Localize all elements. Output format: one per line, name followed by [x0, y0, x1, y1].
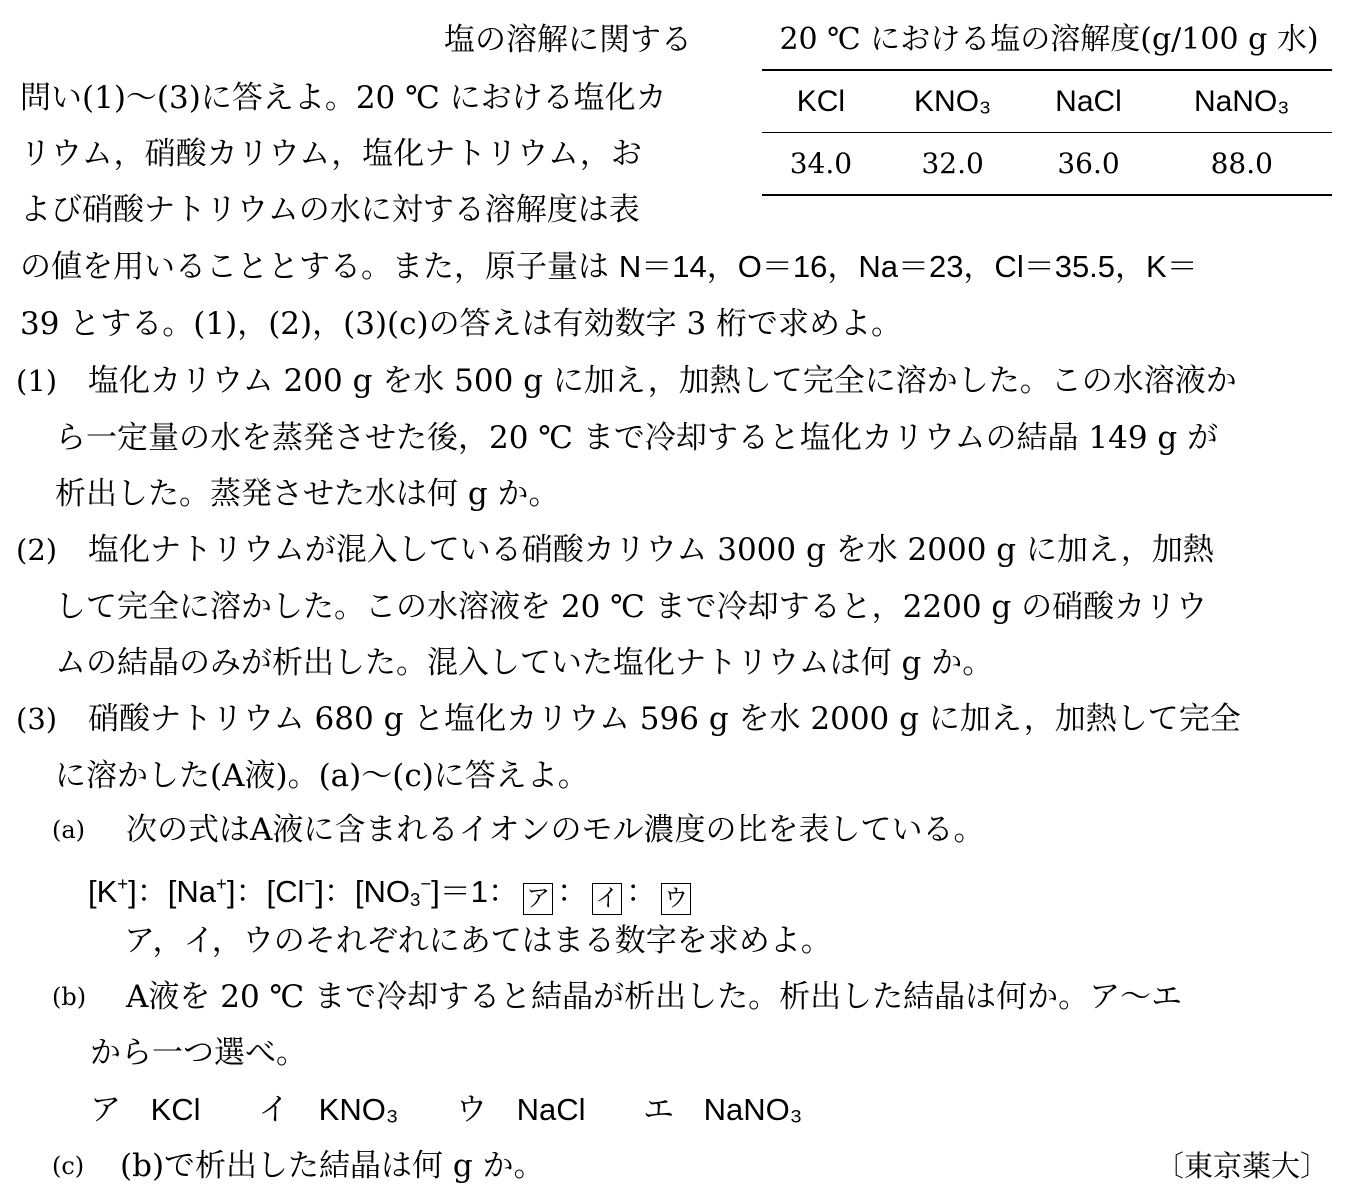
- eq-subscript: 3: [409, 889, 421, 910]
- table-caption: 20 ℃ における塩の溶解度(g/100 g 水): [779, 22, 1319, 57]
- q2-line-2: して完全に溶かした。この水溶液を 20 ℃ まで冷却すると，2200 g の硝酸カリウ: [55, 589, 1208, 625]
- table-cell: 36.0: [1057, 147, 1120, 180]
- source-citation: 〔東京薬大〕: [1154, 1149, 1329, 1183]
- eq-part: ]：[Cl: [226, 874, 305, 909]
- eq-part: ]：[NO: [315, 874, 410, 909]
- eq-part: ]：[Na: [128, 874, 217, 909]
- table-header: NaCl: [1055, 84, 1122, 118]
- table-row: [762, 133, 1332, 196]
- q3b-line-1: A液を 20 ℃ まで冷却すると結晶が析出した。析出した結晶は何か。ア～エ: [126, 979, 1183, 1015]
- choice-key: イ: [258, 1092, 290, 1128]
- eq-part: [K: [88, 874, 118, 909]
- intro-line-1: 塩の溶解に関する: [444, 22, 692, 58]
- choice-i: [238, 1092, 398, 1128]
- choice-key: ア: [90, 1092, 121, 1128]
- table-header: NaNO₃: [1193, 84, 1290, 118]
- q3a-followup: ア，イ，ウのそれぞれにあてはまる数字を求めよ。: [124, 923, 832, 959]
- intro-line-3: リウム，硝酸カリウム，塩化ナトリウム，お: [20, 136, 642, 172]
- choice-e: [623, 1092, 802, 1128]
- intro-line-6: 39 とする。(1)，(2)，(3)(c)の答えは有効数字 3 桁で求めよ。: [20, 306, 903, 342]
- q1-line-3: 析出した。蒸発させた水は何 g か。: [55, 476, 560, 512]
- atomic-masses: N＝14，O＝16，Na＝23，Cl＝35.5，K＝: [618, 249, 1198, 284]
- eq-superscript: +: [117, 873, 129, 894]
- choice-key: ウ: [456, 1092, 488, 1128]
- choice-formula: KNO₃: [318, 1092, 399, 1127]
- q3-line-2: に溶かした(A液)。(a)～(c)に答えよ。: [55, 758, 589, 794]
- table-cell: 34.0: [789, 147, 853, 180]
- intro-line-4: よび硝酸ナトリウムの水に対する溶解度は表: [20, 192, 640, 228]
- choice-formula: KCl: [150, 1092, 201, 1127]
- q3c-label: (c): [52, 1152, 85, 1180]
- choice-formula: NaNO₃: [703, 1092, 803, 1127]
- answer-box-i: イ: [592, 883, 622, 915]
- answer-box-a: ア: [523, 883, 553, 915]
- q3-line-1: 硝酸ナトリウム 680 g と塩化カリウム 596 g を水 2000 g に加え，加熱して完全: [88, 701, 1241, 737]
- q3a-text: 次の式はA液に含まれるイオンのモル濃度の比を表している。: [126, 812, 985, 848]
- eq-separator: ：: [557, 874, 589, 909]
- intro-line-2: 問い(1)～(3)に答えよ。20 ℃ における塩化カ: [20, 80, 667, 116]
- ion-ratio-equation: [88, 864, 695, 920]
- solubility-table: [762, 20, 1332, 196]
- q1-line-1: 塩化カリウム 200 g を水 500 g に加え，加熱して完全に溶かした。この水溶液か: [88, 363, 1237, 399]
- choice-formula: NaCl: [516, 1092, 586, 1127]
- q1-number: (1): [16, 364, 58, 398]
- table-cell: 88.0: [1210, 147, 1273, 180]
- eq-superscript: −: [420, 873, 432, 894]
- eq-part: ]＝1：: [431, 874, 520, 909]
- table-header-row: [762, 70, 1332, 133]
- q3b-label: (b): [52, 983, 87, 1011]
- table-header: KNO₃: [914, 84, 992, 118]
- q1-line-2: ら一定量の水を蒸発させた後，20 ℃ まで冷却すると塩化カリウムの結晶 149 g が: [55, 420, 1219, 456]
- q3-number: (3): [16, 702, 58, 736]
- answer-box-u: ウ: [661, 883, 691, 915]
- q2-line-1: 塩化ナトリウムが混入している硝酸カリウム 3000 g を水 2000 g に加え，加熱: [88, 532, 1214, 568]
- choice-u: [436, 1092, 585, 1128]
- eq-superscript: −: [304, 873, 316, 894]
- choice-a: [90, 1092, 201, 1128]
- q2-number: (2): [16, 533, 58, 567]
- intro-line-5a: の値を用いることとする。また，原子量は: [20, 249, 619, 285]
- q3b-choices: [90, 1090, 830, 1130]
- q3a-label: (a): [52, 816, 86, 844]
- table-header: KCl: [796, 84, 846, 118]
- table-cell: 32.0: [921, 147, 984, 180]
- solubility-grid: [762, 69, 1332, 196]
- q2-line-3: ムの結晶のみが析出した。混入していた塩化ナトリウムは何 g か。: [55, 645, 994, 681]
- choice-key: エ: [643, 1092, 675, 1128]
- eq-separator: ：: [626, 874, 658, 909]
- q3b-line-2: から一つ選べ。: [90, 1035, 307, 1071]
- intro-line-5: [20, 247, 1198, 287]
- q3c-text: (b)で析出した結晶は何 g か。: [120, 1148, 545, 1184]
- eq-superscript: +: [216, 873, 227, 894]
